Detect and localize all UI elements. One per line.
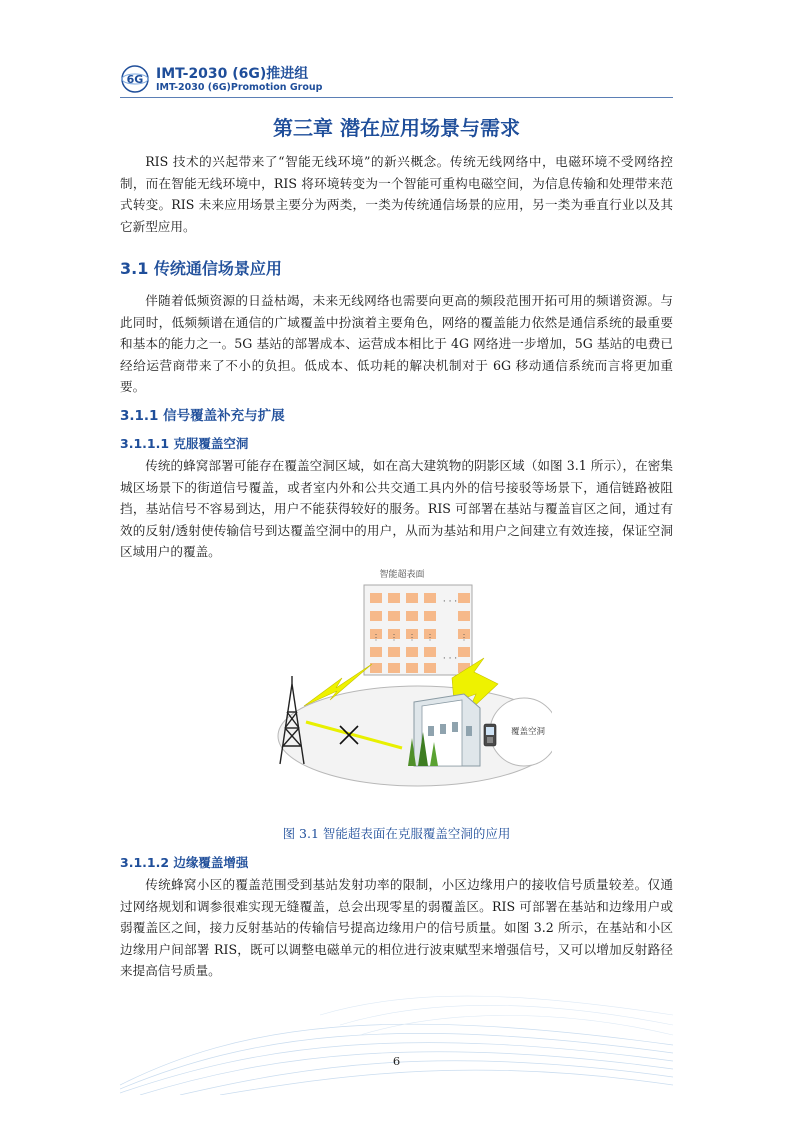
section-3-1-paragraph: 伴随着低频资源的日益枯竭，未来无线网络也需要向更高的频段范围开拓可用的频谱资源。与此同时，低频频谱在通信的广域覆盖中扮演着主要角色，网络的覆盖能力依然是通信系统的最重要和基本的能力之一。5G 基站的部署成本、运营成本相比于 4G 网络进一步增加，5G 基站的电费已经给运营商带来了不小的负担。低成本、低功耗的解决机制对于 6G 移动通信系统而言将更加重要。 — [120, 293, 673, 395]
ris-vertical-dots: ⋮ — [390, 633, 398, 642]
section-3-1-1-1-title: 3.1.1.1 克服覆盖空洞 — [120, 436, 249, 451]
chapter-title: 第三章 潜在应用场景与需求 — [273, 116, 520, 140]
ris-tile — [406, 647, 418, 657]
ris-tile — [406, 611, 418, 621]
intro-paragraph: RIS 技术的兴起带来了“智能无线环境”的新兴概念。传统无线网络中，电磁环境不受网络控制，而在智能无线环境中，RIS 将环境转变为一个智能可重构电磁空间，为信息传输和处理带来范式转变。RIS 未来应用场景主要分为两类，一类为传统通信场景的应用，另一类为垂直行业以及其它新型应用。 — [120, 154, 673, 234]
ris-tile — [370, 611, 382, 621]
section-3-1-1-title: 3.1.1 信号覆盖补充与扩展 — [120, 408, 285, 424]
org-name-en: IMT-2030 (6G)Promotion Group — [156, 82, 323, 93]
page-header — [120, 62, 673, 98]
ris-tile — [406, 663, 418, 673]
ris-tile — [424, 611, 436, 621]
ris-tile — [388, 647, 400, 657]
ris-tile — [458, 647, 470, 657]
page-number: 6 — [392, 1054, 401, 1068]
ris-tile — [424, 647, 436, 657]
ris-tile — [388, 663, 400, 673]
ris-tile — [424, 663, 436, 673]
ris-vertical-dots: ⋮ — [426, 633, 434, 642]
ris-tile — [388, 611, 400, 621]
section-3-1-1-2-title: 3.1.1.2 边缘覆盖增强 — [120, 855, 249, 870]
ris-tile — [370, 593, 382, 603]
ris-tile — [370, 647, 382, 657]
ris-tile — [458, 611, 470, 621]
svg-text:6G: 6G — [126, 73, 144, 86]
ris-vertical-dots: ⋮ — [408, 633, 416, 642]
user-phone-icon — [484, 724, 496, 746]
svg-text:· · ·: · · · — [442, 597, 458, 607]
figure-3-1-caption: 图 3.1 智能超表面在克服覆盖空洞的应用 — [282, 826, 511, 841]
ris-vertical-dots: ⋮ — [460, 633, 468, 642]
section-3-1-title: 3.1 传统通信场景应用 — [120, 259, 282, 278]
coverage-hole-label: 覆盖空洞 — [510, 727, 546, 737]
imt2030-logo-icon — [120, 64, 150, 94]
ris-tile — [406, 593, 418, 603]
section-3-1-1-1-paragraph: 传统的蜂窝部署可能存在覆盖空洞区域，如在高大建筑物的阴影区域（如图 3.1 所示），在密集城区场景下的街道信号覆盖，或者室内外和公共交通工具内外的信号接驳等场景下，通信链路被阻挡，基站信号不容易到达，用户不能获得较好的服务。RIS 可部署在基站与覆盖盲区之间，通过有效的反射/透射使传输信号到达覆盖空洞中的用户，从而为基站和用户之间建立有效连接，保证空洞区域用户的覆盖。 — [120, 458, 673, 560]
surface-label: 智能超表面 — [379, 570, 425, 580]
header-divider — [120, 97, 673, 98]
ris-tile — [424, 593, 436, 603]
ris-vertical-dots: ⋮ — [372, 633, 380, 642]
section-3-1-1-2-paragraph: 传统蜂窝小区的覆盖范围受到基站发射功率的限制，小区边缘用户的接收信号质量较差。仅通过网络规划和调参很难实现无缝覆盖，总会出现零星的弱覆盖区。RIS 可部署在基站和边缘用户或弱覆盖区之间，接力反射基站的传输信号提高边缘用户的信号质量。如图 3.2 所示，在基站和小区边缘用户间部署 RIS，既可以调整电磁单元的相位进行波束赋型来增强信号，又可以增加反射路径来提高信号质量。 — [120, 877, 673, 979]
ris-tile — [458, 593, 470, 603]
ris-tile — [388, 593, 400, 603]
svg-text:· · ·: · · · — [442, 654, 458, 664]
org-name: IMT-2030 (6G)推进组 — [156, 66, 309, 82]
figure-3-1 — [262, 566, 552, 788]
building-icon — [408, 694, 480, 766]
decorative-wave-footer — [120, 985, 673, 1095]
